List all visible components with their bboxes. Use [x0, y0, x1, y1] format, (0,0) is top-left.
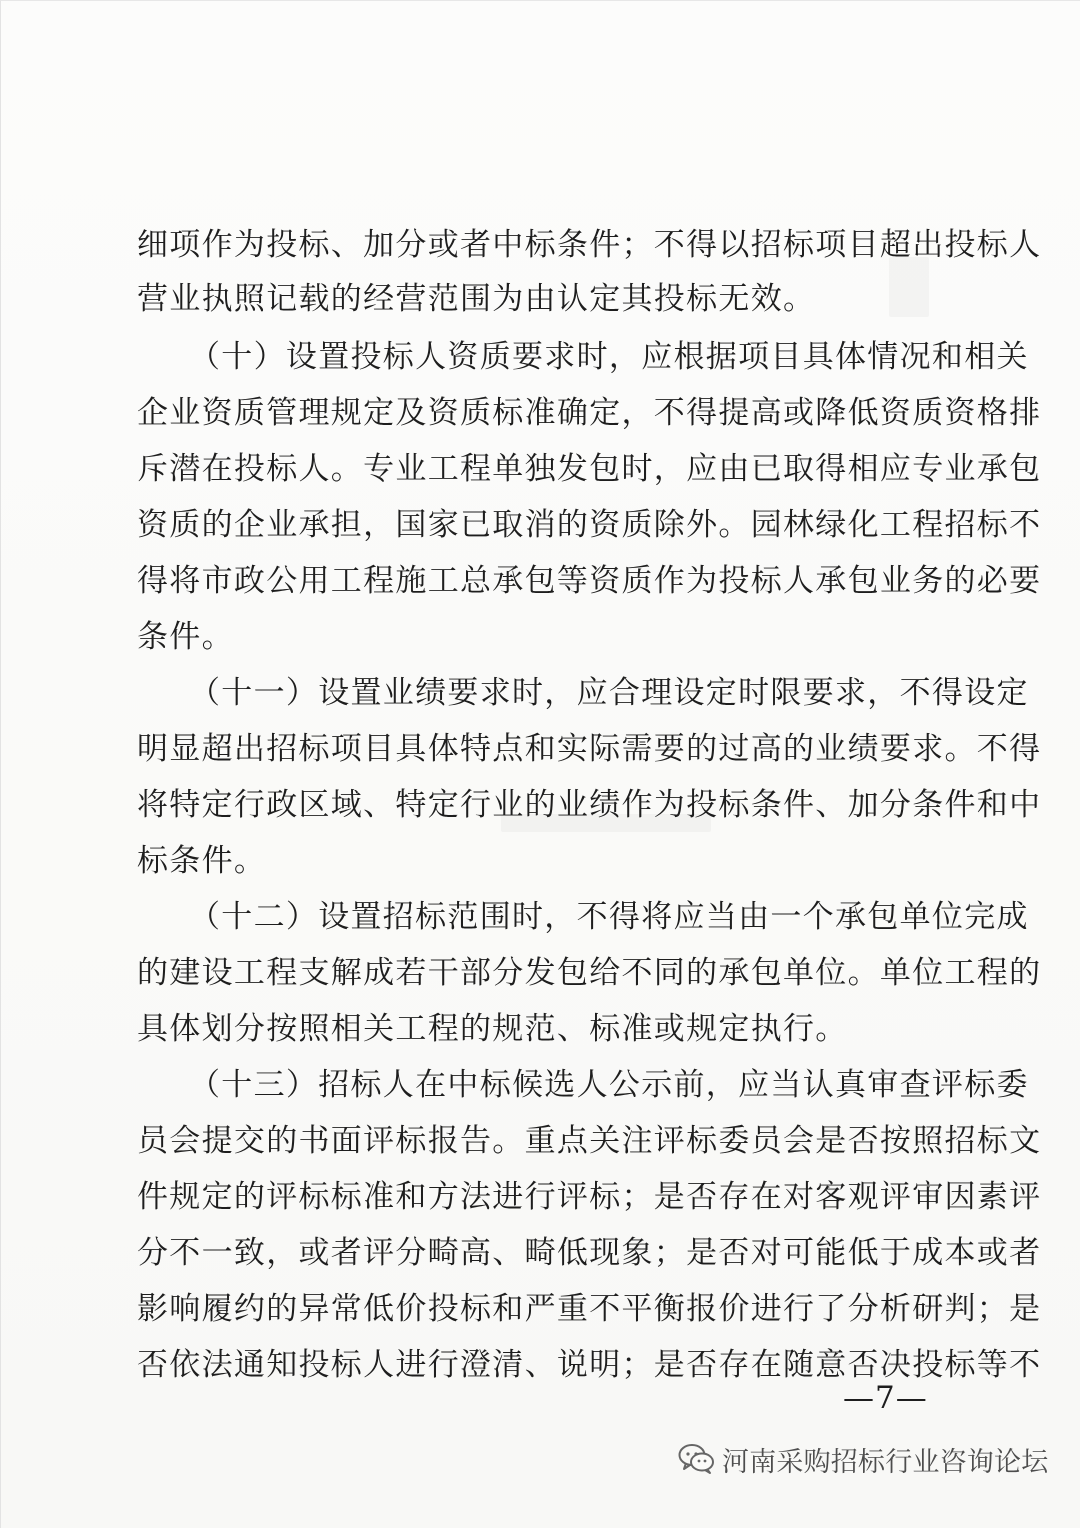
- paragraph-12-line-2: 的建设工程支解成若干部分发包给不同的承包单位。单位工程的: [137, 955, 1042, 991]
- paragraph-11-line-4: 标条件。: [137, 843, 267, 879]
- paragraph-13-line-1: （十三）招标人在中标候选人公示前，应当认真审查评标委: [189, 1067, 1029, 1103]
- watermark-text: 河南采购招标行业咨询论坛: [722, 1446, 1049, 1478]
- paragraph-13-line-5: 影响履约的异常低价投标和严重不平衡报价进行了分析研判；是: [137, 1291, 1042, 1327]
- paragraph-10-line-3: 斥潜在投标人。专业工程单独发包时，应由已取得相应专业承包: [137, 451, 1042, 487]
- paragraph-13-line-3: 件规定的评标标准和方法进行评标；是否存在对客观评审因素评: [137, 1179, 1042, 1215]
- paragraph-10-line-4: 资质的企业承担，国家已取消的资质除外。园林绿化工程招标不: [137, 507, 1042, 543]
- paragraph-12-line-1: （十二）设置招标范围时，不得将应当由一个承包单位完成: [189, 899, 1029, 935]
- wechat-watermark: [678, 1431, 1058, 1487]
- paragraph-12-line-3: 具体划分按照相关工程的规范、标准或规定执行。: [137, 1011, 848, 1047]
- paragraph-11-line-1: （十一）设置业绩要求时，应合理设定时限要求，不得设定: [189, 675, 1029, 711]
- paragraph-10-line-1: （十）设置投标人资质要求时，应根据项目具体情况和相关: [189, 339, 1029, 375]
- paragraph-13-line-6: 否依法通知投标人进行澄清、说明；是否存在随意否决投标等不: [137, 1347, 1042, 1383]
- paragraph-13-line-4: 分不一致，或者评分畸高、畸低现象；是否对可能低于成本或者: [137, 1235, 1042, 1271]
- text-line-2: 营业执照记载的经营范围为由认定其投标无效。: [137, 281, 816, 317]
- paragraph-11-line-3: 将特定行政区域、特定行业的业绩作为投标条件、加分条件和中: [137, 787, 1042, 823]
- paragraph-13-line-2: 员会提交的书面评标报告。重点关注评标委员会是否按照招标文: [137, 1123, 1042, 1159]
- wechat-icon: [678, 1443, 716, 1475]
- paragraph-11-line-2: 明显超出招标项目具体特点和实际需要的过高的业绩要求。不得: [137, 731, 1042, 767]
- paragraph-10-line-6: 条件。: [137, 619, 234, 655]
- scan-shadow-1: [889, 257, 929, 317]
- text-line-1: 细项作为投标、加分或者中标条件；不得以招标项目超出投标人: [137, 227, 1042, 263]
- page-number: —7—: [843, 1380, 928, 1416]
- paragraph-10-line-5: 得将市政公用工程施工总承包等资质作为投标人承包业务的必要: [137, 563, 1042, 599]
- paragraph-10-line-2: 企业资质管理规定及资质标准确定，不得提高或降低资质资格排: [137, 395, 1042, 431]
